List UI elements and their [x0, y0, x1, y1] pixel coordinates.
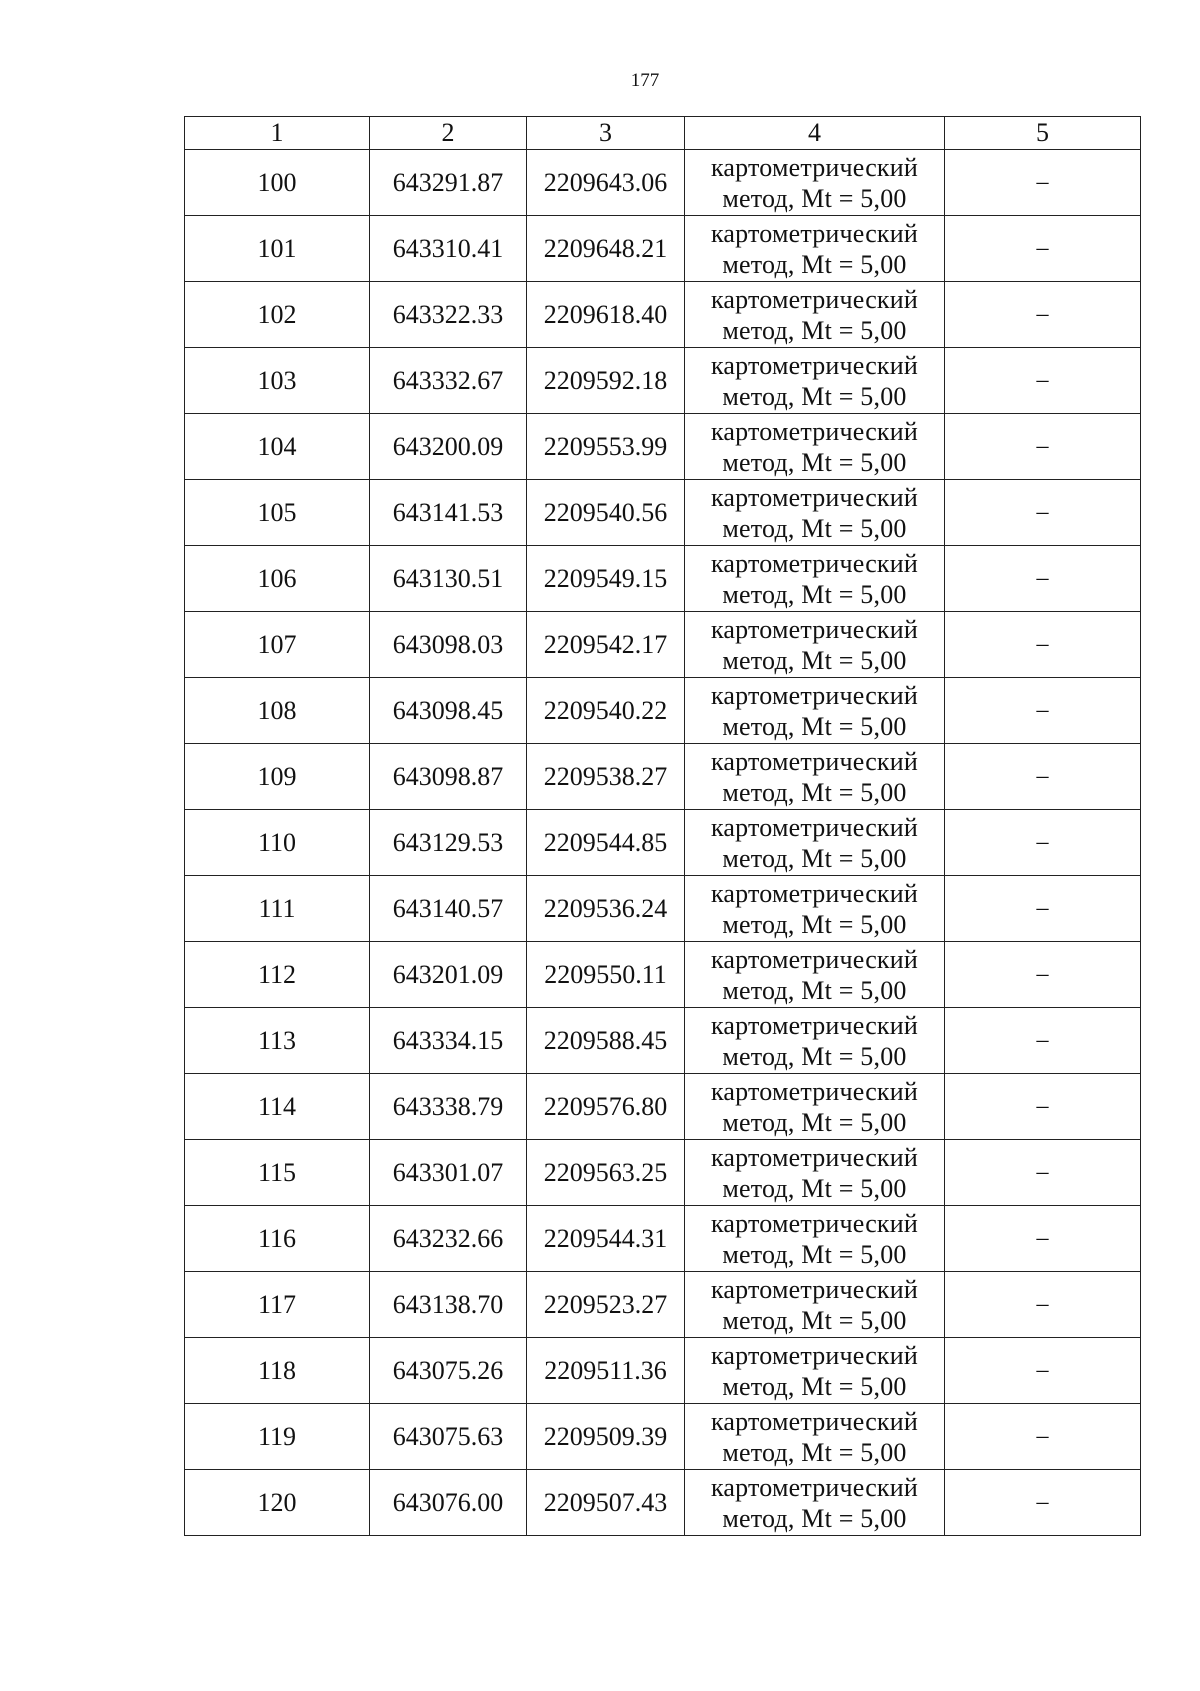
- method-line-2: метод, Mt = 5,00: [722, 1437, 907, 1467]
- method-line-1: картометрический: [710, 1208, 918, 1238]
- table-row: [185, 1272, 1141, 1338]
- x-coordinate-cell: 643338.79: [370, 1074, 527, 1140]
- point-number-cell: 102: [185, 282, 370, 348]
- coordinates-table: [184, 116, 1141, 1536]
- method-line-2: метод, Mt = 5,00: [722, 1503, 907, 1533]
- x-coordinate-cell: 643232.66: [370, 1206, 527, 1272]
- method-line-1: картометрический: [710, 1142, 918, 1172]
- method-line-1: картометрический: [710, 680, 918, 710]
- method-line-1: картометрический: [710, 1340, 918, 1370]
- x-coordinate-cell: 643141.53: [370, 480, 527, 546]
- method-line-1: картометрический: [710, 746, 918, 776]
- method-line-1: картометрический: [710, 878, 918, 908]
- method-line-2: метод, Mt = 5,00: [722, 447, 907, 477]
- y-coordinate-cell: 2209576.80: [527, 1074, 685, 1140]
- note-cell: –: [945, 282, 1141, 348]
- x-coordinate-cell: 643291.87: [370, 150, 527, 216]
- method-line-2: метод, Mt = 5,00: [722, 645, 907, 675]
- y-coordinate-cell: 2209536.24: [527, 876, 685, 942]
- x-coordinate-cell: 643201.09: [370, 942, 527, 1008]
- x-coordinate-cell: 643138.70: [370, 1272, 527, 1338]
- method-cell: [685, 678, 945, 744]
- method-line-1: картометрический: [710, 1274, 918, 1304]
- table-row: [185, 1074, 1141, 1140]
- method-line-1: картометрический: [710, 944, 918, 974]
- point-number-cell: 116: [185, 1206, 370, 1272]
- table-row: [185, 876, 1141, 942]
- column-header-1: 1: [185, 117, 370, 150]
- x-coordinate-cell: 643130.51: [370, 546, 527, 612]
- note-cell: –: [945, 480, 1141, 546]
- method-line-2: метод, Mt = 5,00: [722, 1107, 907, 1137]
- x-coordinate-cell: 643332.67: [370, 348, 527, 414]
- method-cell: [685, 810, 945, 876]
- y-coordinate-cell: 2209538.27: [527, 744, 685, 810]
- x-coordinate-cell: 643075.63: [370, 1404, 527, 1470]
- column-header-4: 4: [685, 117, 945, 150]
- note-cell: –: [945, 348, 1141, 414]
- table-row: [185, 810, 1141, 876]
- y-coordinate-cell: 2209509.39: [527, 1404, 685, 1470]
- y-coordinate-cell: 2209523.27: [527, 1272, 685, 1338]
- method-cell: [685, 942, 945, 1008]
- method-line-1: картометрический: [710, 1472, 918, 1502]
- table-row: [185, 348, 1141, 414]
- method-line-2: метод, Mt = 5,00: [722, 1371, 907, 1401]
- table-row: [185, 942, 1141, 1008]
- y-coordinate-cell: 2209563.25: [527, 1140, 685, 1206]
- method-cell: [685, 546, 945, 612]
- table-row: [185, 1206, 1141, 1272]
- method-line-1: картометрический: [710, 152, 918, 182]
- point-number-cell: 112: [185, 942, 370, 1008]
- method-line-2: метод, Mt = 5,00: [722, 315, 907, 345]
- note-cell: –: [945, 216, 1141, 282]
- x-coordinate-cell: 643129.53: [370, 810, 527, 876]
- method-cell: [685, 1008, 945, 1074]
- table-row: [185, 1008, 1141, 1074]
- note-cell: –: [945, 414, 1141, 480]
- y-coordinate-cell: 2209553.99: [527, 414, 685, 480]
- point-number-cell: 107: [185, 612, 370, 678]
- table-row: [185, 744, 1141, 810]
- method-line-2: метод, Mt = 5,00: [722, 381, 907, 411]
- page-number: 177: [630, 70, 660, 91]
- method-line-1: картометрический: [710, 812, 918, 842]
- table-row: [185, 1470, 1141, 1536]
- x-coordinate-cell: 643098.45: [370, 678, 527, 744]
- method-line-2: метод, Mt = 5,00: [722, 1305, 907, 1335]
- x-coordinate-cell: 643098.87: [370, 744, 527, 810]
- method-cell: [685, 282, 945, 348]
- note-cell: –: [945, 942, 1141, 1008]
- point-number-cell: 109: [185, 744, 370, 810]
- method-cell: [685, 1074, 945, 1140]
- table-row: [185, 1338, 1141, 1404]
- x-coordinate-cell: 643322.33: [370, 282, 527, 348]
- x-coordinate-cell: 643301.07: [370, 1140, 527, 1206]
- y-coordinate-cell: 2209549.15: [527, 546, 685, 612]
- method-cell: [685, 150, 945, 216]
- note-cell: –: [945, 1338, 1141, 1404]
- point-number-cell: 105: [185, 480, 370, 546]
- note-cell: –: [945, 1404, 1141, 1470]
- point-number-cell: 113: [185, 1008, 370, 1074]
- column-header-5: 5: [945, 117, 1141, 150]
- method-cell: [685, 1206, 945, 1272]
- method-line-2: метод, Mt = 5,00: [722, 843, 907, 873]
- y-coordinate-cell: 2209618.40: [527, 282, 685, 348]
- table-row: [185, 282, 1141, 348]
- table-row: [185, 1140, 1141, 1206]
- note-cell: –: [945, 546, 1141, 612]
- point-number-cell: 120: [185, 1470, 370, 1536]
- point-number-cell: 119: [185, 1404, 370, 1470]
- method-cell: [685, 348, 945, 414]
- method-line-2: метод, Mt = 5,00: [722, 249, 907, 279]
- method-cell: [685, 480, 945, 546]
- method-line-2: метод, Mt = 5,00: [722, 909, 907, 939]
- method-line-1: картометрический: [710, 284, 918, 314]
- table-row: [185, 1404, 1141, 1470]
- point-number-cell: 104: [185, 414, 370, 480]
- point-number-cell: 103: [185, 348, 370, 414]
- y-coordinate-cell: 2209544.85: [527, 810, 685, 876]
- note-cell: –: [945, 1206, 1141, 1272]
- method-line-1: картометрический: [710, 482, 918, 512]
- method-line-1: картометрический: [710, 1406, 918, 1436]
- column-header-3: 3: [527, 117, 685, 150]
- point-number-cell: 118: [185, 1338, 370, 1404]
- y-coordinate-cell: 2209643.06: [527, 150, 685, 216]
- y-coordinate-cell: 2209588.45: [527, 1008, 685, 1074]
- method-line-1: картометрический: [710, 548, 918, 578]
- point-number-cell: 111: [185, 876, 370, 942]
- method-line-1: картометрический: [710, 1076, 918, 1106]
- method-line-1: картометрический: [710, 614, 918, 644]
- table-row: [185, 612, 1141, 678]
- point-number-cell: 100: [185, 150, 370, 216]
- point-number-cell: 106: [185, 546, 370, 612]
- method-line-2: метод, Mt = 5,00: [722, 579, 907, 609]
- table-row: [185, 150, 1141, 216]
- note-cell: –: [945, 744, 1141, 810]
- point-number-cell: 108: [185, 678, 370, 744]
- x-coordinate-cell: 643334.15: [370, 1008, 527, 1074]
- y-coordinate-cell: 2209592.18: [527, 348, 685, 414]
- method-cell: [685, 876, 945, 942]
- method-line-1: картометрический: [710, 350, 918, 380]
- method-cell: [685, 1470, 945, 1536]
- point-number-cell: 115: [185, 1140, 370, 1206]
- y-coordinate-cell: 2209511.36: [527, 1338, 685, 1404]
- method-line-2: метод, Mt = 5,00: [722, 711, 907, 741]
- method-cell: [685, 612, 945, 678]
- note-cell: –: [945, 1140, 1141, 1206]
- note-cell: –: [945, 1008, 1141, 1074]
- x-coordinate-cell: 643076.00: [370, 1470, 527, 1536]
- y-coordinate-cell: 2209540.56: [527, 480, 685, 546]
- note-cell: –: [945, 678, 1141, 744]
- note-cell: –: [945, 876, 1141, 942]
- y-coordinate-cell: 2209648.21: [527, 216, 685, 282]
- x-coordinate-cell: 643310.41: [370, 216, 527, 282]
- table-header-row: [185, 117, 1141, 150]
- note-cell: –: [945, 1074, 1141, 1140]
- x-coordinate-cell: 643140.57: [370, 876, 527, 942]
- point-number-cell: 110: [185, 810, 370, 876]
- note-cell: –: [945, 150, 1141, 216]
- column-header-2: 2: [370, 117, 527, 150]
- method-cell: [685, 1272, 945, 1338]
- method-cell: [685, 414, 945, 480]
- method-cell: [685, 1140, 945, 1206]
- method-cell: [685, 216, 945, 282]
- method-line-2: метод, Mt = 5,00: [722, 1239, 907, 1269]
- y-coordinate-cell: 2209550.11: [527, 942, 685, 1008]
- method-line-2: метод, Mt = 5,00: [722, 183, 907, 213]
- table-row: [185, 678, 1141, 744]
- note-cell: –: [945, 1470, 1141, 1536]
- method-line-2: метод, Mt = 5,00: [722, 777, 907, 807]
- method-line-2: метод, Mt = 5,00: [722, 975, 907, 1005]
- y-coordinate-cell: 2209507.43: [527, 1470, 685, 1536]
- method-line-2: метод, Mt = 5,00: [722, 513, 907, 543]
- point-number-cell: 117: [185, 1272, 370, 1338]
- y-coordinate-cell: 2209544.31: [527, 1206, 685, 1272]
- table-row: [185, 414, 1141, 480]
- note-cell: –: [945, 1272, 1141, 1338]
- table-row: [185, 216, 1141, 282]
- x-coordinate-cell: 643098.03: [370, 612, 527, 678]
- x-coordinate-cell: 643075.26: [370, 1338, 527, 1404]
- y-coordinate-cell: 2209540.22: [527, 678, 685, 744]
- note-cell: –: [945, 810, 1141, 876]
- method-line-1: картометрический: [710, 218, 918, 248]
- table-row: [185, 480, 1141, 546]
- table-body: [185, 150, 1141, 1536]
- point-number-cell: 101: [185, 216, 370, 282]
- table-row: [185, 546, 1141, 612]
- method-cell: [685, 744, 945, 810]
- method-line-1: картометрический: [710, 416, 918, 446]
- method-line-1: картометрический: [710, 1010, 918, 1040]
- method-cell: [685, 1404, 945, 1470]
- x-coordinate-cell: 643200.09: [370, 414, 527, 480]
- y-coordinate-cell: 2209542.17: [527, 612, 685, 678]
- method-line-2: метод, Mt = 5,00: [722, 1041, 907, 1071]
- note-cell: –: [945, 612, 1141, 678]
- point-number-cell: 114: [185, 1074, 370, 1140]
- method-line-2: метод, Mt = 5,00: [722, 1173, 907, 1203]
- method-cell: [685, 1338, 945, 1404]
